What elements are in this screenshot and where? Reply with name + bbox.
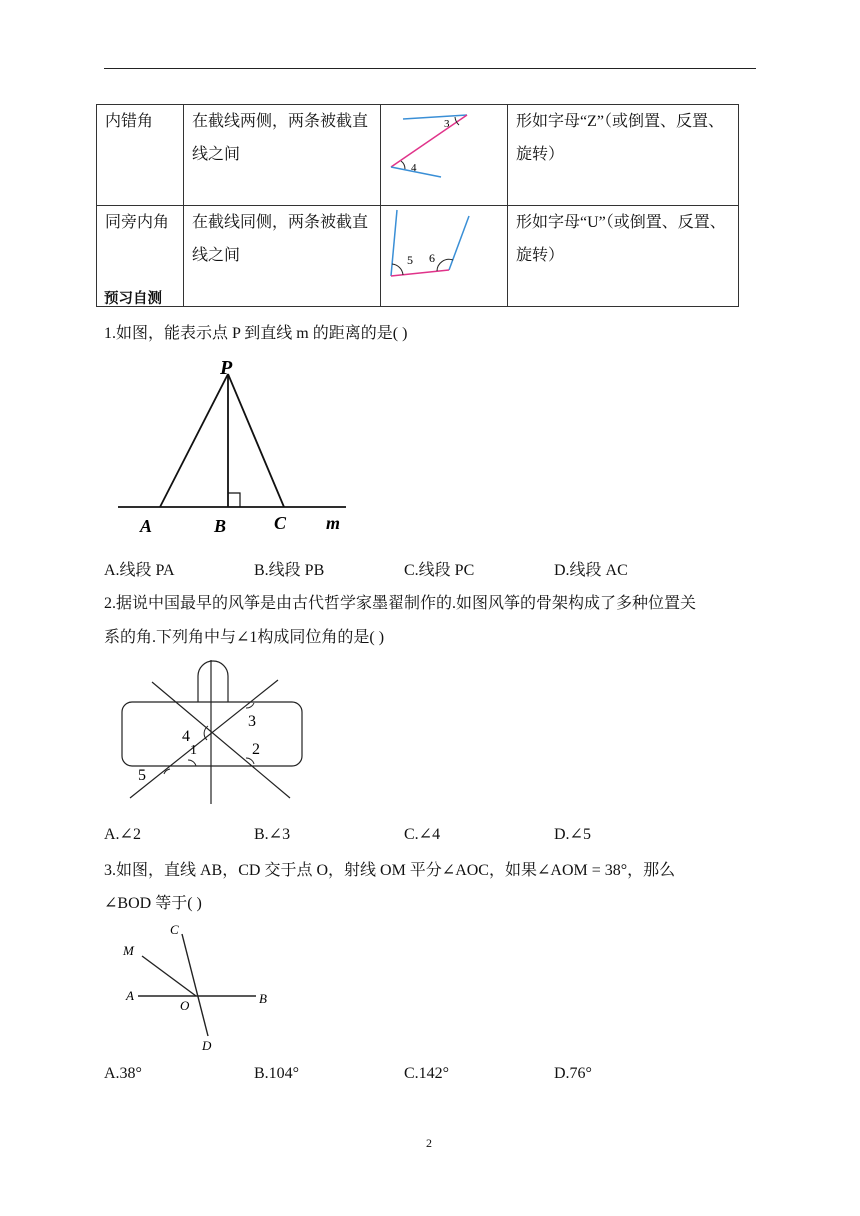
z-angle-diagram bbox=[381, 105, 507, 193]
q3-option-b[interactable]: B.104° bbox=[254, 1065, 300, 1082]
label-b: B bbox=[214, 516, 227, 536]
ray-om bbox=[142, 956, 196, 996]
position-cell: 在截线同侧，两条被截直线之间 bbox=[184, 206, 381, 307]
angle-types-table bbox=[96, 104, 739, 307]
angle-4-label: 4 bbox=[182, 728, 190, 745]
q1-option-a[interactable]: A.线段 PA bbox=[104, 562, 175, 579]
label-p: P bbox=[220, 357, 233, 379]
angle-2-arc bbox=[246, 758, 254, 764]
q2-text-line2: 系的角.下列角中与∠1构成同位角的是( ) bbox=[104, 629, 385, 646]
shape-cell: 形如字母“Z”（或倒置、反置、旋转） bbox=[508, 105, 739, 206]
angle-1-arc bbox=[188, 760, 196, 766]
label-c: C bbox=[274, 513, 287, 533]
label-a: A bbox=[140, 516, 153, 536]
q3-text-line2: ∠BOD 等于( ) bbox=[104, 895, 202, 912]
label-o: O bbox=[180, 998, 190, 1013]
label-d: D bbox=[202, 1038, 212, 1053]
angle-5-arc bbox=[392, 264, 403, 275]
diagram-cell bbox=[381, 206, 508, 307]
angle-2-label: 2 bbox=[252, 741, 260, 758]
label-m: m bbox=[326, 513, 341, 533]
header-rule bbox=[104, 68, 756, 69]
kite-diagonal-spar-2 bbox=[130, 680, 278, 798]
q3-option-a[interactable]: A.38° bbox=[104, 1065, 142, 1082]
kite-frame bbox=[122, 702, 302, 766]
line-cd bbox=[182, 934, 208, 1036]
z-top-line bbox=[403, 115, 467, 119]
segment-pc bbox=[228, 374, 284, 507]
label-m: M bbox=[123, 943, 134, 958]
angle-5-label: 5 bbox=[138, 767, 146, 784]
q2-option-b[interactable]: B.∠3 bbox=[254, 826, 291, 843]
q3-figure bbox=[118, 920, 278, 1056]
angle-3-arc bbox=[246, 703, 254, 708]
q1-figure bbox=[110, 352, 360, 537]
u-right-line bbox=[449, 216, 469, 270]
kite-diagonal-spar-1 bbox=[152, 682, 290, 798]
q2-option-d[interactable]: D.∠5 bbox=[554, 826, 591, 843]
angle-name-cell: 同旁内角 bbox=[97, 206, 184, 307]
diagram-cell bbox=[381, 105, 508, 206]
label-b: B bbox=[259, 991, 267, 1006]
q3-option-d[interactable]: D.76° bbox=[554, 1065, 592, 1082]
q1-text: 1.如图，能表示点 P 到直线 m 的距离的是( ) bbox=[104, 325, 408, 342]
angle-4-arc bbox=[401, 161, 405, 169]
q3-text-line1: 3.如图，直线 AB，CD 交于点 O，射线 OM 平分∠AOC，如果∠AOM = 38°，那么 bbox=[104, 862, 676, 879]
kite-top-loop bbox=[198, 661, 228, 702]
angle-5-label: 5 bbox=[407, 253, 413, 267]
q1-option-b[interactable]: B.线段 PB bbox=[254, 562, 325, 579]
u-angle-diagram bbox=[381, 206, 507, 294]
angle-4-label: 4 bbox=[411, 162, 417, 174]
shape-cell: 形如字母“U”（或倒置、反置、旋转） bbox=[508, 206, 739, 307]
label-a: A bbox=[126, 988, 134, 1003]
angle-name-cell: 内错角 bbox=[97, 105, 184, 206]
z-transversal bbox=[391, 115, 467, 167]
q1-option-d[interactable]: D.线段 AC bbox=[554, 562, 628, 579]
label-c: C bbox=[170, 922, 179, 937]
angle-6-label: 6 bbox=[429, 251, 435, 265]
q1-option-c[interactable]: C.线段 PC bbox=[404, 562, 475, 579]
table-row bbox=[97, 206, 739, 307]
q2-option-a[interactable]: A.∠2 bbox=[104, 826, 141, 843]
angle-3-label: 3 bbox=[444, 118, 450, 130]
u-transversal bbox=[391, 270, 449, 276]
position-cell: 在截线两侧，两条被截直线之间 bbox=[184, 105, 381, 206]
q2-option-c[interactable]: C.∠4 bbox=[404, 826, 441, 843]
page-number: 2 bbox=[426, 1136, 432, 1150]
angle-3-label: 3 bbox=[248, 713, 256, 730]
q2-kite-figure bbox=[110, 656, 310, 808]
right-angle-mark bbox=[228, 493, 240, 507]
q3-option-c[interactable]: C.142° bbox=[404, 1065, 450, 1082]
u-left-line bbox=[391, 210, 397, 276]
q2-text-line1: 2.据说中国最早的风筝是由古代哲学家墨翟制作的.如图风筝的骨架构成了多种位置关 bbox=[104, 595, 697, 612]
section-title: 预习自测 bbox=[104, 291, 162, 307]
segment-pa bbox=[160, 374, 228, 507]
table-row bbox=[97, 105, 739, 206]
angle-1-label: 1 bbox=[190, 743, 197, 758]
